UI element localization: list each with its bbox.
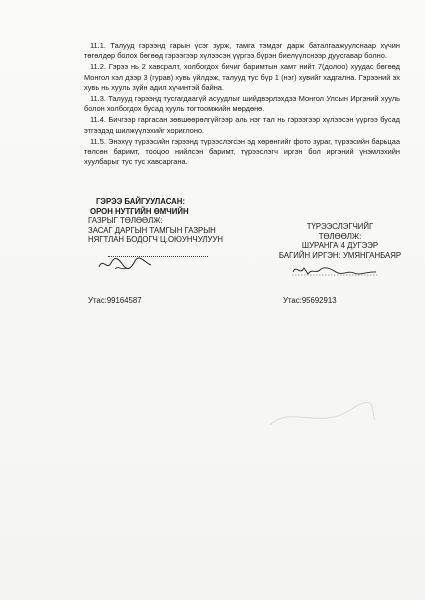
left-party-line5: НЯГТЛАН БОДОГЧ Ц.ОЮУНЧУЛУУН (88, 235, 224, 245)
right-party-line2: ТӨЛӨӨЛЖ: (318, 231, 362, 241)
clause-11-1: 11.1. Талууд гэрээнд гарын үсэг зурж, тамга тэмдэг дарж баталгаажуулснаар хүчин төгөлдөр болох бөгөөд гэрээгээр хүлээсэн үүргээ бүрэн биелүүлснээр дуусгавар болно. (84, 41, 400, 61)
faint-background-mark (260, 395, 380, 435)
right-party-line4: БАГИЙН ИРГЭН: УМЯНГАНБАЯР (278, 250, 402, 260)
left-party-heading: ГЭРЭЭ БАЙГУУЛАСАН: (96, 197, 185, 206)
clause-11-5: 11.5. Энэхүү түрээсийн гэрээнд түрээслэгсэн эд хөрөнгийг фото зураг, түрээсийн барьцаа төлсөн баримт, тооцоо нийлсэн баримт, түрээслэгч иргэн бол иргэний үнэмлэхийн хуулбарыг тус тус хавсаргана. (84, 136, 400, 167)
left-party-line2: ОРОН НУТГИЙН ӨМЧИЙН (90, 206, 189, 216)
clause-11-4: 11.4. Бичгээр гаргасан зөвшөөрөлгүйгээр аль нэг тал нь гэрээгээр хүлээсэн үүргээ бусад этгээдэд шилжүүлэхийг хориглоно. (84, 115, 400, 135)
contract-clauses (84, 41, 400, 168)
clause-11-2: 11.2. Гэрээ нь 2 хавсралт, холбогдох бичиг баримтын хамт нийт 7(долоо) хуудас бөгөөд Монгол хэл дээр 3 (гурав) хувь үйлдэж, талууд тус бүр 1 (нэг) хувийг хадгална. Гэрээний эх хувь нь хууль зүйн адил хүчинтэй байна. (84, 62, 400, 92)
right-party-phone: Утас:95692913 (283, 296, 337, 305)
left-party-line3: ГАЗРЫГ ТӨЛӨӨЛЖ: (88, 216, 163, 226)
right-party-line1: ТҮРЭЭСЛЭГЧИЙГ (306, 222, 374, 231)
left-party-signature-block (88, 197, 273, 260)
clause-11-3: 11.3. Талууд гэрээнд тусгагдаагүй асуудлыг шийдвэрлэхдээ Монгол Улсын Иргэний хууль болон холбогдох бусад хууль тогтоомжийн мөрдөнө. (84, 94, 400, 114)
right-party-line3: ШУРАНГА 4 ДУГЭЭР (301, 241, 379, 251)
right-handwritten-signature (290, 262, 380, 278)
left-party-phone: Утас:99164587 (88, 296, 142, 305)
left-party-line4: ЗАСАГ ДАРГЫН ТАМГЫН ГАЗРЫН (88, 225, 216, 235)
right-party-signature-block (270, 222, 410, 260)
left-handwritten-signature (95, 255, 155, 273)
